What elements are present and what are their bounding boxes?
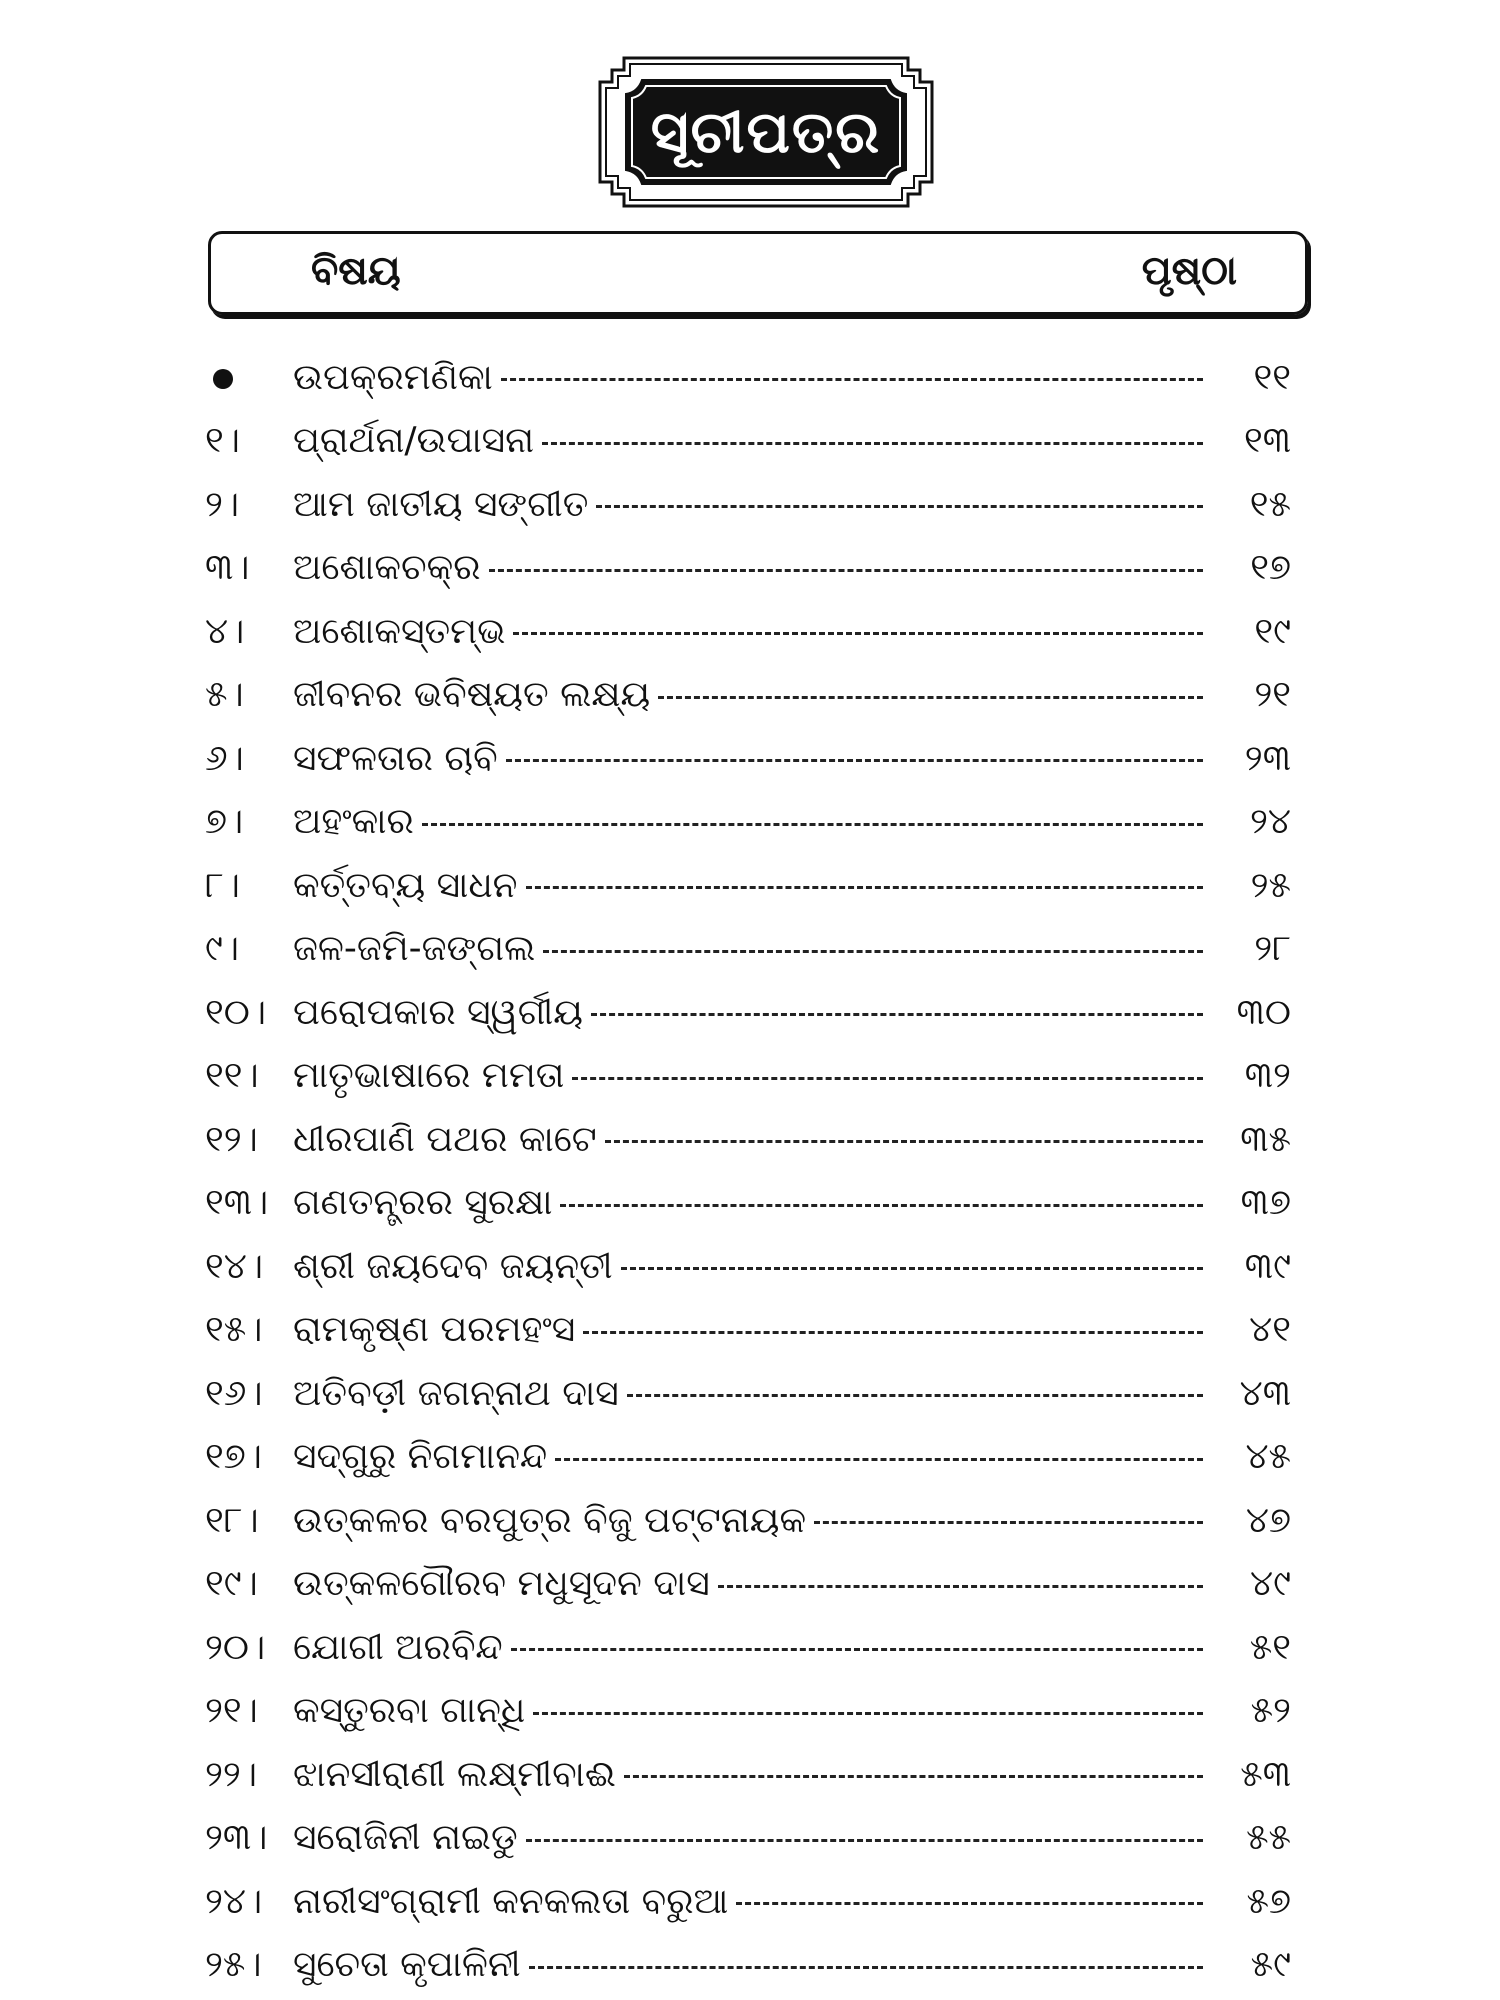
leader-dashes [596, 505, 1203, 508]
leader-dashes [627, 1394, 1203, 1397]
toc-number: ୨୪। [205, 1880, 263, 1922]
toc-number: ୧୦। [205, 991, 267, 1033]
toc-page: ୪୯ [1250, 1563, 1291, 1605]
toc-number: ୨। [205, 483, 240, 525]
leader-dashes [506, 759, 1203, 762]
toc-title: ଅହଂକାର [293, 801, 414, 843]
leader-dashes [511, 1648, 1203, 1651]
toc-number: ୫। [205, 674, 244, 716]
toc-row [205, 1172, 1295, 1236]
toc-page: ୧୧ [1253, 356, 1291, 398]
leader-dashes [591, 1013, 1203, 1016]
page-title: ସୂଚୀପତ୍ର [650, 97, 882, 166]
toc-title: ମାତୃଭାଷାରେ ମମତା [293, 1055, 565, 1097]
toc-page: ୧୯ [1254, 610, 1291, 652]
toc-number: ୯। [205, 928, 240, 970]
toc-title: ଅଶୋକଚକ୍ର [293, 547, 481, 589]
leader-dashes [560, 1204, 1203, 1207]
leader-dashes [501, 378, 1203, 381]
toc-title: ଧୀରପାଣି ପଥର କାଟେ [293, 1118, 597, 1160]
leader-dashes [814, 1521, 1203, 1524]
leader-dashes [658, 696, 1203, 699]
leader-dashes [555, 1458, 1203, 1461]
toc-number: ୧୭। [205, 1436, 262, 1478]
toc-title: ଜୀବନର ଭବିଷ୍ୟତ ଲକ୍ଷ୍ୟ [293, 674, 651, 716]
toc-number: ୭। [205, 801, 244, 843]
toc-title: ଆମ ଜାତୀୟ ସଙ୍ଗୀତ [293, 483, 589, 525]
toc-title: ଜଳ-ଜମି-ଜଙ୍ଗଲ [293, 928, 536, 970]
leader-dashes [718, 1585, 1203, 1588]
page-heading: ପୃଷ୍ଠା [1141, 248, 1237, 294]
leader-dashes [605, 1140, 1203, 1143]
toc-title: ଯୋଗୀ ଅରବିନ୍ଦ [293, 1626, 503, 1668]
toc-page: ୨୧ [1254, 674, 1291, 716]
toc-page: ୩୯ [1244, 1245, 1291, 1287]
toc-number: ୧୬। [205, 1372, 263, 1414]
toc-number: ୨୨। [205, 1753, 258, 1795]
toc-page: ୩୭ [1240, 1182, 1291, 1224]
toc-title: ଅଶୋକସ୍ତମ୍ଭ [293, 610, 506, 652]
toc-number: ୧୪। [205, 1245, 264, 1287]
toc-page: ୫୩ [1240, 1753, 1291, 1795]
toc-row [205, 1934, 1295, 1998]
toc-page: ୪୩ [1239, 1372, 1291, 1414]
toc-page: ୨୮ [1254, 928, 1291, 970]
toc-number: ୨୦। [205, 1626, 266, 1668]
toc-row [205, 1553, 1295, 1617]
toc-number: ୧୮। [205, 1499, 259, 1541]
toc-title: କସ୍ତୁରବା ଗାନ୍ଧି [293, 1690, 526, 1732]
toc-list [205, 346, 1295, 1997]
toc-page: ୧୭ [1250, 547, 1291, 589]
toc-row [205, 1807, 1295, 1871]
toc-page: ୨୫ [1250, 864, 1291, 906]
toc-header [208, 231, 1308, 315]
toc-page: ୫୭ [1246, 1880, 1291, 1922]
toc-row [205, 1362, 1295, 1426]
toc-page: ୨୪ [1249, 801, 1291, 843]
toc-number: ୧୩। [205, 1182, 269, 1224]
toc-row [205, 1108, 1295, 1172]
toc-number: ୩। [205, 547, 250, 589]
leader-dashes [736, 1902, 1203, 1905]
leader-dashes [583, 1331, 1203, 1334]
toc-row [205, 727, 1295, 791]
leader-dashes [533, 1712, 1203, 1715]
toc-page: ୩୨ [1244, 1055, 1291, 1097]
toc-page: ୪୭ [1245, 1499, 1291, 1541]
toc-title: ସରୋଜିନୀ ନାଇଡୁ [293, 1817, 518, 1859]
toc-row [205, 981, 1295, 1045]
toc-title: ଉତ୍କଳର ବରପୁତ୍ର ବିଜୁ ପଟ୍ଟନାୟକ [293, 1499, 807, 1541]
toc-number: ୧୯। [205, 1563, 258, 1605]
toc-row [205, 537, 1295, 601]
toc-row [205, 1489, 1295, 1553]
toc-title: ରାମକୃଷ୍ଣ ପରମହଂସ [293, 1309, 576, 1351]
bullet-icon [213, 369, 233, 389]
toc-page: ୩୫ [1240, 1118, 1291, 1160]
toc-title: ଉତ୍କଳଗୌରବ ମଧୁସୂଦନ ଦାସ [293, 1563, 710, 1605]
leader-dashes [621, 1267, 1203, 1270]
leader-dashes [513, 632, 1203, 635]
toc-title: ସଫଳତାର ଚାବି [293, 737, 498, 779]
leader-dashes [526, 886, 1204, 889]
leader-dashes [624, 1775, 1203, 1778]
toc-page: ୫୯ [1250, 1944, 1291, 1986]
toc-title: ଝାନସୀରାଣୀ ଲକ୍ଷ୍ମୀବାଈ [293, 1753, 616, 1795]
leader-dashes [529, 1966, 1203, 1969]
toc-page: ୪୧ [1249, 1309, 1291, 1351]
toc-title: କର୍ତ୍ତବ୍ୟ ସାଧନ [293, 864, 518, 906]
toc-title: ସୁଚେତା କୃପାଳିନୀ [293, 1944, 521, 1986]
toc-row [205, 1235, 1295, 1299]
toc-row [205, 346, 1295, 410]
title-banner [594, 52, 938, 212]
toc-number: ୧୧। [205, 1055, 259, 1097]
toc-page: ୧୫ [1249, 483, 1291, 525]
toc-row [205, 1680, 1295, 1744]
toc-number: ୧୫। [205, 1309, 263, 1351]
leader-dashes [489, 569, 1203, 572]
toc-row [205, 1426, 1295, 1490]
toc-title: ସଦ୍‌ଗୁରୁ ନିଗମାନନ୍ଦ [293, 1436, 548, 1478]
toc-number: ୪। [205, 610, 245, 652]
toc-page: ୩୦ [1236, 991, 1291, 1033]
toc-title: ନାରୀସଂଗ୍ରାମୀ କନକଲତା ବରୁଆ [293, 1880, 729, 1922]
toc-row [205, 410, 1295, 474]
toc-title: ପରୋପକାର ସ୍ୱର୍ଗୀୟ [293, 991, 583, 1033]
toc-row [205, 473, 1295, 537]
toc-row [205, 1616, 1295, 1680]
toc-row [205, 791, 1295, 855]
toc-page: ୧୩ [1243, 420, 1291, 462]
leader-dashes [422, 823, 1203, 826]
toc-number: ୨୩। [205, 1817, 268, 1859]
leader-dashes [542, 442, 1203, 445]
leader-dashes [572, 1077, 1203, 1080]
toc-title: ଶ୍ରୀ ଜୟଦେବ ଜୟନ୍ତୀ [293, 1245, 613, 1287]
toc-title: ଅତିବଡ଼ୀ ଜଗନ୍ନାଥ ଦାସ [293, 1372, 619, 1414]
leader-dashes [543, 950, 1203, 953]
toc-title: ପ୍ରାର୍ଥନା/ଉପାସନା [293, 420, 535, 462]
toc-page: ୫୧ [1249, 1626, 1291, 1668]
toc-row [205, 854, 1295, 918]
toc-row [205, 1870, 1295, 1934]
leader-dashes [526, 1839, 1203, 1842]
toc-title: ଉପକ୍ରମଣିକା [293, 356, 493, 398]
toc-bullet [205, 357, 293, 398]
toc-page: ୫୨ [1250, 1690, 1291, 1732]
toc-title: ଗଣତନ୍ତ୍ରର ସୁରକ୍ଷା [293, 1182, 553, 1224]
toc-row [205, 1743, 1295, 1807]
toc-page: ୫୫ [1246, 1817, 1291, 1859]
toc-row [205, 1299, 1295, 1363]
toc-row [205, 1045, 1295, 1109]
toc-number: ୮। [205, 864, 240, 906]
toc-page: ୨୩ [1244, 737, 1291, 779]
toc-number: ୬। [205, 737, 244, 779]
subject-heading: ବିଷୟ [311, 248, 401, 294]
toc-row [205, 918, 1295, 982]
toc-number: ୨୧। [205, 1690, 258, 1732]
toc-number: ୨୫। [205, 1944, 262, 1986]
toc-row [205, 664, 1295, 728]
toc-row [205, 600, 1295, 664]
toc-number: ୧। [205, 420, 240, 462]
toc-page: ୪୫ [1245, 1436, 1291, 1478]
toc-number: ୧୨। [205, 1118, 258, 1160]
